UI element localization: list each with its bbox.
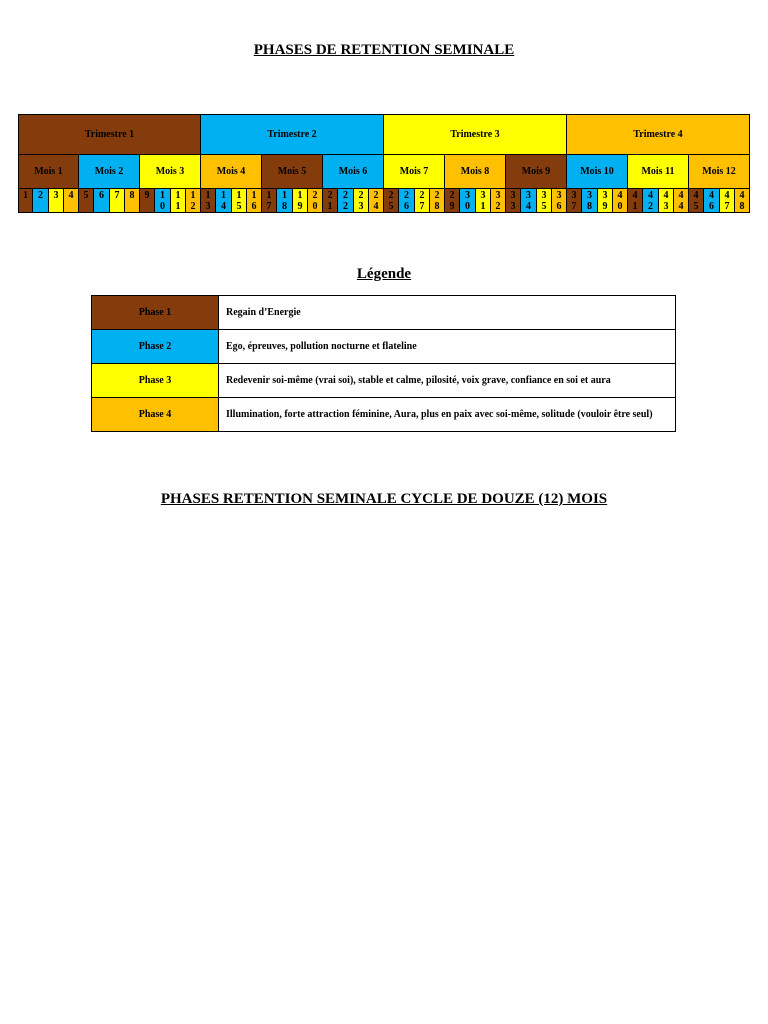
week-digit: 1 bbox=[221, 190, 226, 201]
semaine-cell-28 bbox=[429, 188, 445, 213]
semaine-cell-39 bbox=[597, 188, 613, 213]
legend-title: Légende bbox=[356, 266, 412, 282]
mois-cell-3: Mois 3 bbox=[139, 154, 201, 189]
page-title: PHASES DE RETENTION SEMINALE bbox=[253, 42, 515, 58]
week-digit: 4 bbox=[373, 201, 379, 212]
week-digit: 3 bbox=[663, 201, 669, 212]
semaine-cell-20 bbox=[307, 188, 323, 213]
semaine-cell-26 bbox=[398, 188, 415, 213]
week-digit: 7 bbox=[724, 201, 730, 212]
semaine-cell-30 bbox=[459, 188, 476, 213]
week-digit: 2 bbox=[373, 190, 379, 201]
semaine-cell-41 bbox=[627, 188, 643, 213]
week-digit: 4 bbox=[632, 190, 638, 201]
week-digit: 4 bbox=[617, 190, 623, 201]
week-digit: 3 bbox=[510, 201, 516, 212]
week-digit: 2 bbox=[190, 201, 196, 212]
phase-calendar-table bbox=[18, 115, 750, 213]
mois-cell-6: Mois 6 bbox=[322, 154, 384, 189]
semaine-cell-48 bbox=[734, 188, 750, 213]
trimestre-row bbox=[18, 115, 750, 155]
week-digit: 1 bbox=[282, 190, 287, 201]
semaine-cell-36 bbox=[551, 188, 567, 213]
semaine-cell-37 bbox=[566, 188, 582, 213]
week-digit: 2 bbox=[343, 201, 348, 212]
semaine-cell-40 bbox=[612, 188, 628, 213]
legend-phase-cell: Phase 3 bbox=[91, 363, 219, 398]
week-digit: 3 bbox=[541, 190, 547, 201]
week-digit: 2 bbox=[312, 190, 318, 201]
week-digit: 7 bbox=[419, 201, 425, 212]
week-digit: 9 bbox=[602, 201, 608, 212]
week-digit: 2 bbox=[648, 201, 653, 212]
week-digit: 4 bbox=[709, 190, 714, 201]
mois-cell-8: Mois 8 bbox=[444, 154, 506, 189]
mois-cell-12: Mois 12 bbox=[688, 154, 750, 189]
week-digit: 3 bbox=[587, 190, 592, 201]
semaine-cell-6 bbox=[93, 188, 110, 213]
semaine-cell-32 bbox=[490, 188, 506, 213]
cycle-title: PHASES RETENTION SEMINALE CYCLE DE DOUZE (12) MOIS bbox=[160, 491, 608, 507]
trimestre-cell-3: Trimestre 3 bbox=[383, 114, 567, 155]
semaine-cell-9 bbox=[139, 188, 155, 213]
week-digit: 0 bbox=[312, 201, 318, 212]
week-digit: 4 bbox=[678, 190, 684, 201]
semaine-cell-3 bbox=[48, 188, 64, 213]
week-digit: 2 bbox=[358, 190, 364, 201]
week-digit: 3 bbox=[602, 190, 608, 201]
week-digit: 4 bbox=[693, 190, 699, 201]
semaine-cell-5 bbox=[78, 188, 94, 213]
legend-description-cell: Illumination, forte attraction féminine, Aura, plus en paix avec soi-même, solitude (vouloir être seul) bbox=[218, 397, 676, 432]
legend-row bbox=[92, 364, 676, 398]
semaine-cell-4 bbox=[63, 188, 79, 213]
week-digit: 9 bbox=[144, 190, 150, 201]
week-digit: 1 bbox=[480, 201, 486, 212]
week-digit: 3 bbox=[556, 190, 562, 201]
semaine-cell-11 bbox=[170, 188, 186, 213]
week-digit: 4 bbox=[663, 190, 669, 201]
legend-row bbox=[92, 398, 676, 432]
semaine-cell-27 bbox=[414, 188, 430, 213]
semaine-cell-2 bbox=[32, 188, 49, 213]
semaine-cell-14 bbox=[215, 188, 232, 213]
semaine-cell-25 bbox=[383, 188, 399, 213]
mois-cell-4: Mois 4 bbox=[200, 154, 262, 189]
semaine-cell-22 bbox=[337, 188, 354, 213]
semaine-cell-44 bbox=[673, 188, 689, 213]
week-digit: 0 bbox=[617, 201, 623, 212]
trimestre-cell-1: Trimestre 1 bbox=[18, 114, 201, 155]
semaine-cell-21 bbox=[322, 188, 338, 213]
legend-description-cell: Redevenir soi-même (vrai soi), stable et calme, pilosité, voix grave, confiance en soi et aura bbox=[218, 363, 676, 398]
week-digit: 5 bbox=[83, 190, 89, 201]
mois-cell-11: Mois 11 bbox=[627, 154, 689, 189]
week-digit: 6 bbox=[404, 201, 409, 212]
week-digit: 2 bbox=[404, 190, 409, 201]
week-digit: 5 bbox=[388, 201, 394, 212]
legend-description-cell: Regain d’Energie bbox=[218, 295, 676, 330]
week-digit: 3 bbox=[510, 190, 516, 201]
semaine-cell-29 bbox=[444, 188, 460, 213]
week-digit: 3 bbox=[571, 190, 577, 201]
legend-row bbox=[92, 330, 676, 364]
week-digit: 3 bbox=[53, 190, 59, 201]
semaine-cell-16 bbox=[246, 188, 262, 213]
week-digit: 7 bbox=[571, 201, 577, 212]
week-digit: 8 bbox=[129, 190, 135, 201]
legend-phase-cell: Phase 1 bbox=[91, 295, 219, 330]
week-digit: 5 bbox=[236, 201, 242, 212]
semaine-cell-42 bbox=[642, 188, 659, 213]
week-digit: 1 bbox=[190, 190, 196, 201]
week-digit: 1 bbox=[236, 190, 242, 201]
week-digit: 4 bbox=[68, 190, 74, 201]
week-digit: 1 bbox=[160, 190, 165, 201]
semaine-cell-10 bbox=[154, 188, 171, 213]
week-digit: 4 bbox=[724, 190, 730, 201]
legend-table bbox=[92, 296, 676, 432]
semaine-cell-45 bbox=[688, 188, 704, 213]
week-digit: 2 bbox=[38, 190, 43, 201]
week-digit: 2 bbox=[343, 190, 348, 201]
semaine-cell-15 bbox=[231, 188, 247, 213]
week-digit: 3 bbox=[526, 190, 531, 201]
week-digit: 6 bbox=[251, 201, 257, 212]
mois-cell-9: Mois 9 bbox=[505, 154, 567, 189]
trimestre-cell-2: Trimestre 2 bbox=[200, 114, 384, 155]
week-digit: 7 bbox=[266, 201, 272, 212]
week-digit: 3 bbox=[358, 201, 364, 212]
week-digit: 1 bbox=[23, 190, 28, 201]
week-digit: 5 bbox=[541, 201, 547, 212]
semaine-cell-13 bbox=[200, 188, 216, 213]
week-digit: 2 bbox=[449, 190, 455, 201]
week-digit: 4 bbox=[739, 190, 745, 201]
week-digit: 6 bbox=[709, 201, 714, 212]
week-digit: 3 bbox=[205, 201, 211, 212]
semaine-cell-23 bbox=[353, 188, 369, 213]
week-digit: 2 bbox=[327, 190, 333, 201]
semaine-cell-43 bbox=[658, 188, 674, 213]
week-digit: 5 bbox=[693, 201, 699, 212]
week-digit: 6 bbox=[99, 190, 104, 201]
week-digit: 2 bbox=[495, 201, 501, 212]
mois-cell-5: Mois 5 bbox=[261, 154, 323, 189]
week-digit: 2 bbox=[434, 190, 440, 201]
semaine-cell-35 bbox=[536, 188, 552, 213]
week-digit: 8 bbox=[739, 201, 745, 212]
semaine-cell-47 bbox=[719, 188, 735, 213]
semaine-cell-34 bbox=[520, 188, 537, 213]
semaine-cell-33 bbox=[505, 188, 521, 213]
week-digit: 8 bbox=[587, 201, 592, 212]
semaine-cell-46 bbox=[703, 188, 720, 213]
semaine-cell-7 bbox=[109, 188, 125, 213]
week-digit: 1 bbox=[266, 190, 272, 201]
week-digit: 2 bbox=[388, 190, 394, 201]
week-digit: 3 bbox=[495, 190, 501, 201]
trimestre-cell-4: Trimestre 4 bbox=[566, 114, 750, 155]
week-digit: 0 bbox=[160, 201, 165, 212]
week-digit: 1 bbox=[251, 190, 257, 201]
semaine-cell-31 bbox=[475, 188, 491, 213]
week-digit: 3 bbox=[480, 190, 486, 201]
mois-cell-10: Mois 10 bbox=[566, 154, 628, 189]
week-digit: 4 bbox=[526, 201, 531, 212]
semaine-cell-8 bbox=[124, 188, 140, 213]
week-digit: 6 bbox=[556, 201, 562, 212]
week-digit: 2 bbox=[419, 190, 425, 201]
semaine-cell-38 bbox=[581, 188, 598, 213]
legend-description-cell: Ego, épreuves, pollution nocturne et flateline bbox=[218, 329, 676, 364]
week-digit: 4 bbox=[678, 201, 684, 212]
week-digit: 4 bbox=[648, 190, 653, 201]
week-digit: 1 bbox=[327, 201, 333, 212]
week-digit: 9 bbox=[449, 201, 455, 212]
semaine-row bbox=[18, 189, 750, 213]
mois-row bbox=[18, 155, 750, 189]
mois-cell-2: Mois 2 bbox=[78, 154, 140, 189]
week-digit: 3 bbox=[465, 190, 470, 201]
semaine-cell-12 bbox=[185, 188, 201, 213]
semaine-cell-1 bbox=[18, 188, 33, 213]
week-digit: 0 bbox=[465, 201, 470, 212]
semaine-cell-19 bbox=[292, 188, 308, 213]
week-digit: 1 bbox=[297, 190, 303, 201]
semaine-cell-18 bbox=[276, 188, 293, 213]
week-digit: 9 bbox=[297, 201, 303, 212]
legend-phase-cell: Phase 4 bbox=[91, 397, 219, 432]
legend-phase-cell: Phase 2 bbox=[91, 329, 219, 364]
week-digit: 1 bbox=[205, 190, 211, 201]
week-digit: 8 bbox=[434, 201, 440, 212]
semaine-cell-17 bbox=[261, 188, 277, 213]
week-digit: 4 bbox=[221, 201, 226, 212]
mois-cell-7: Mois 7 bbox=[383, 154, 445, 189]
week-digit: 1 bbox=[175, 190, 181, 201]
week-digit: 8 bbox=[282, 201, 287, 212]
legend-row bbox=[92, 296, 676, 330]
mois-cell-1: Mois 1 bbox=[18, 154, 79, 189]
week-digit: 1 bbox=[632, 201, 638, 212]
week-digit: 7 bbox=[114, 190, 120, 201]
week-digit: 1 bbox=[175, 201, 181, 212]
semaine-cell-24 bbox=[368, 188, 384, 213]
